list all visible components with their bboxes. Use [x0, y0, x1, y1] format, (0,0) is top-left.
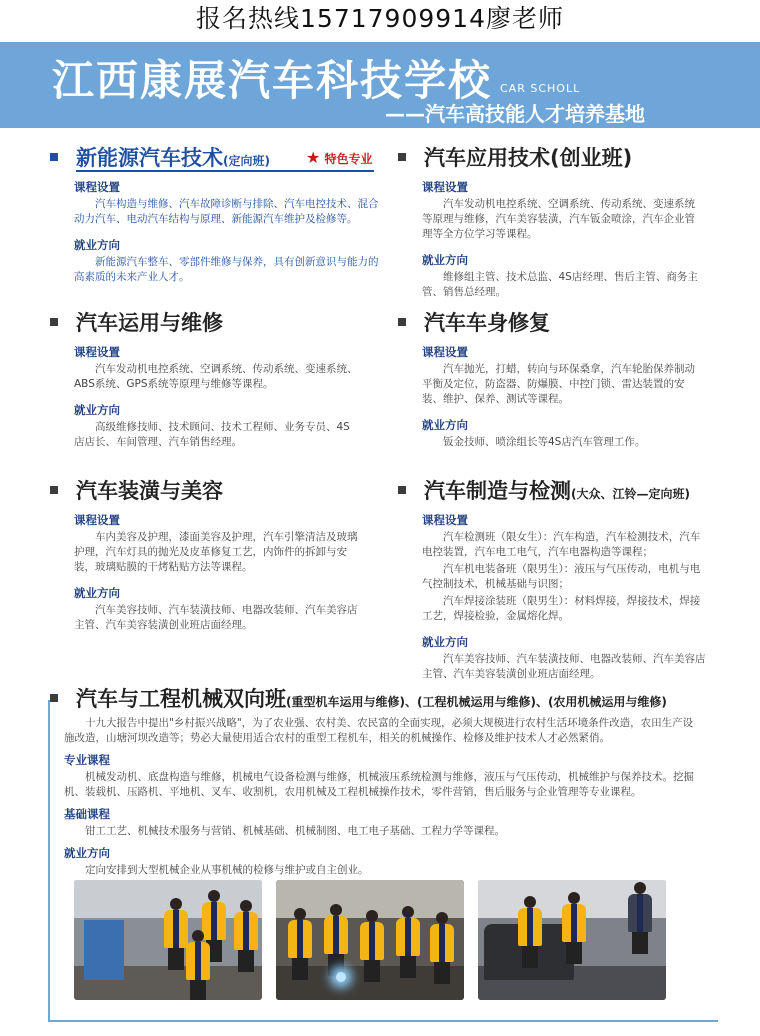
basic-label: 基础课程	[64, 807, 110, 821]
major-text: 机械发动机、底盘构造与维修，机械电气设备检测与维修，机械液压系统检测与维修，液压与气压传动，机械维护与保养技术。挖掘机、装载机、压路机、平地机、叉车、收割机，农用机械及工程机械操作技术，零件营销，售后服务与企业管理等专业课程。	[64, 771, 694, 798]
bullet-icon	[50, 486, 58, 494]
star-icon: ★	[306, 148, 321, 167]
course-text: 汽车抛光，打蜡，转向与环保桑拿，汽车轮胎保养制动平衡及定位，防盗器、防爆膜、中控门锁、雷达装置的安装、维护、保养、测试等课程。	[422, 363, 695, 405]
bullet-icon	[50, 694, 58, 702]
course-label: 课程设置	[422, 180, 468, 194]
job-text: 定向安排到大型机械企业从事机械的检修与维护或自主创业。	[85, 864, 369, 876]
bullet-icon	[50, 153, 58, 161]
section-mfg	[398, 478, 708, 682]
school-banner	[0, 42, 760, 128]
section-title	[76, 686, 667, 715]
job-text: 汽车美容技师、汽车装潢技师、电器改装师、汽车美容店主管、汽车美容装潢创业班店面经理。	[74, 604, 358, 631]
section-title: 汽车装潢与美容	[76, 479, 223, 503]
bullet-icon	[398, 486, 406, 494]
course-label: 课程设置	[422, 513, 468, 527]
section-title-suffix: (重型机车运用与维修)、(工程机械运用与维修)、(农用机械运用与维修)	[286, 695, 667, 709]
job-text: 新能源汽车整车、零部件维修与保养，具有创新意识与能力的高素质的未来产业人才。	[74, 256, 379, 283]
workshop-photo-1	[74, 880, 262, 1000]
intro-text: 十九大报告中提出"乡村振兴战略"，为了农业强、农村美、农民富的全面实现，必须大规模进行农村生活环境条件改造，农田生产设施改造，山塘河坝改造等；势必大量使用适合农村的重型工程机车，相关的机械操作、检修及维护技术人才必然紧俏。	[64, 717, 694, 744]
featured-tag	[306, 145, 373, 172]
section-title-text: 汽车制造与检测	[424, 479, 571, 503]
workshop-photo-2	[276, 880, 464, 1000]
job-text: 钣金技师、喷涂组长等4S店汽车管理工作。	[443, 436, 646, 448]
section-body	[398, 310, 703, 450]
school-title: 江西康展汽车科技学校	[52, 56, 493, 105]
course-label: 课程设置	[74, 180, 120, 194]
job-label: 就业方向	[422, 635, 468, 649]
section-title: 汽车运用与维修	[76, 311, 223, 335]
school-slogan: ——汽车高技能人才培养基地	[385, 102, 645, 126]
job-label: 就业方向	[74, 238, 120, 252]
job-label: 就业方向	[74, 403, 120, 417]
featured-tag-text: 特色专业	[324, 152, 373, 166]
section-nev	[50, 145, 380, 285]
course-text: 汽车发动机电控系统、空调系统、传动系统、变速系统、ABS系统、GPS系统等原理与维修等课程。	[74, 363, 358, 390]
section-title: 汽车应用技术(创业班)	[424, 146, 633, 170]
job-label: 就业方向	[422, 253, 468, 267]
bullet-icon	[398, 153, 406, 161]
job-label: 就业方向	[422, 418, 468, 432]
section-deco	[50, 478, 360, 633]
course-line: 汽车检测班（限女生）：汽车构造，汽车检测技术，汽车电控装置，汽车电工电气，汽车电器构造等课程；	[422, 531, 701, 558]
course-text: 车内美容及护理，漆面美容及护理，汽车引擎清洁及玻璃护理，汽车灯具的抛光及皮革修复工艺，内饰件的拆卸与安装，玻璃贴膜的干烤粘贴方法等课程。	[74, 531, 358, 573]
workshop-photo-3	[478, 880, 666, 1000]
major-label: 专业课程	[64, 753, 110, 767]
job-text: 高级维修技师、技术顾问、技术工程师、业务专员、4S店店长、车间管理、汽车销售经理。	[74, 421, 350, 448]
job-label: 就业方向	[64, 846, 110, 860]
section-title-suffix: (定向班)	[223, 154, 270, 168]
bullet-icon	[398, 318, 406, 326]
section-title	[424, 478, 690, 507]
course-text: 汽车构造与维修、汽车故障诊断与排除、汽车电控技术、混合动力汽车、电动汽车结构与原理、新能源汽车维护及检修等。	[74, 198, 379, 225]
course-line: 汽车机电装备班（限男生）：液压与气压传动，电机与电气控制技术，机械基础与识图；	[422, 563, 701, 590]
course-label: 课程设置	[422, 345, 468, 359]
school-english-name: CAR SCHOLL	[500, 82, 581, 95]
job-label: 就业方向	[74, 586, 120, 600]
hotline-header: 报名热线15717909914廖老师	[196, 4, 564, 33]
course-label: 课程设置	[74, 513, 120, 527]
job-text: 汽车美容技师、汽车装潢技师、电器改装师、汽车美容店主管、汽车美容装潢创业班店面经理。	[422, 653, 706, 680]
bullet-icon	[50, 318, 58, 326]
course-line: 汽车焊接涂装班（限男生）：材料焊接，焊接技术，焊接工艺，焊接检验，金属熔化焊。	[422, 595, 701, 622]
section-title-text: 新能源汽车技术	[76, 146, 223, 170]
course-text: 汽车发动机电控系统、空调系统、传动系统、变速系统等原理与维修，汽车美容装潢，汽车钣金喷涂，汽车企业管理等全方位学习等课程。	[422, 198, 695, 240]
section-app	[398, 145, 703, 300]
course-label: 课程设置	[74, 345, 120, 359]
section-title-text: 汽车与工程机械双向班	[76, 687, 286, 711]
job-text: 维修组主管、技术总监、4S店经理、售后主管、商务主管、销售总经理。	[422, 271, 698, 298]
section-title: 汽车车身修复	[424, 311, 550, 335]
section-title-suffix: (大众、江铃—定向班)	[571, 487, 690, 501]
basic-text: 钳工工艺、机械技术服务与营销、机械基础、机械制图、电工电子基础、工程力学等课程。	[85, 825, 505, 837]
section-mach	[50, 686, 714, 878]
section-use	[50, 310, 360, 450]
